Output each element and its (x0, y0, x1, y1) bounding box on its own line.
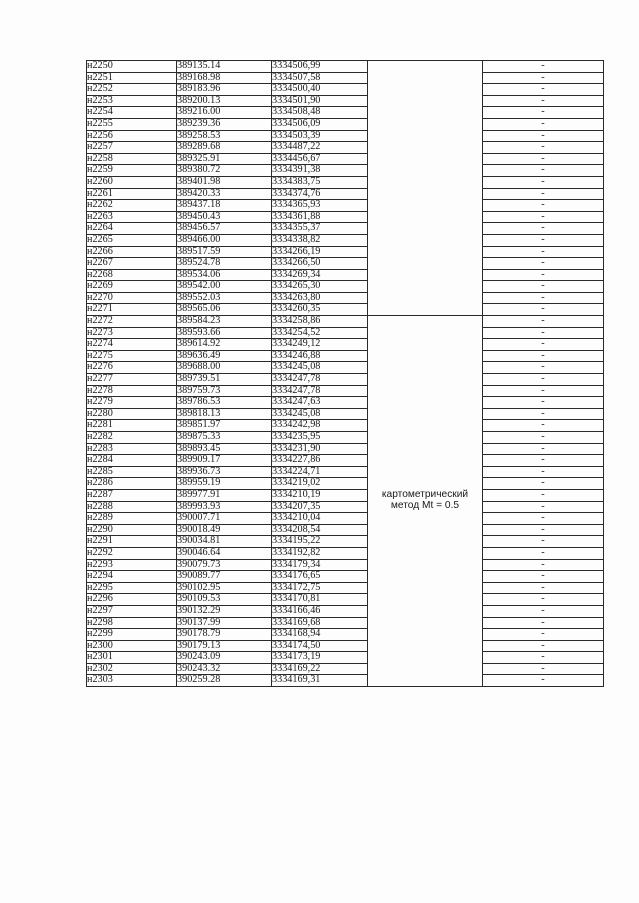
point-name-cell: н2260 (87, 176, 177, 188)
y-coordinate-cell: 3334170,81 (272, 594, 368, 606)
x-coordinate-cell: 389786.53 (177, 397, 272, 409)
table-row (87, 281, 604, 293)
point-name-cell: н2299 (87, 629, 177, 641)
deviation-cell: - (483, 571, 604, 583)
x-coordinate-cell: 390179.13 (177, 640, 272, 652)
deviation-cell: - (483, 513, 604, 525)
table-row (87, 559, 604, 571)
x-coordinate-cell: 390089.77 (177, 571, 272, 583)
y-coordinate-cell: 3334507,58 (272, 72, 368, 84)
deviation-cell: - (483, 420, 604, 432)
table-row (87, 640, 604, 652)
x-coordinate-cell: 389258.53 (177, 130, 272, 142)
x-coordinate-cell: 389936.73 (177, 466, 272, 478)
table-row (87, 316, 604, 328)
x-coordinate-cell: 389959.19 (177, 478, 272, 490)
point-name-cell: н2253 (87, 95, 177, 107)
x-coordinate-cell: 389636.49 (177, 350, 272, 362)
deviation-cell: - (483, 72, 604, 84)
table-row (87, 478, 604, 490)
deviation-cell: - (483, 316, 604, 328)
y-coordinate-cell: 3334179,34 (272, 559, 368, 571)
y-coordinate-cell: 3334219,02 (272, 478, 368, 490)
point-name-cell: н2292 (87, 547, 177, 559)
x-coordinate-cell: 389420.33 (177, 188, 272, 200)
deviation-cell: - (483, 594, 604, 606)
x-coordinate-cell: 390018.49 (177, 524, 272, 536)
table-row (87, 304, 604, 316)
deviation-cell: - (483, 95, 604, 107)
deviation-cell: - (483, 408, 604, 420)
x-coordinate-cell: 390243.32 (177, 663, 272, 675)
y-coordinate-cell: 3334338,82 (272, 234, 368, 246)
y-coordinate-cell: 3334365,93 (272, 200, 368, 212)
method-label-line1: картометрический (381, 489, 469, 501)
table-row (87, 339, 604, 351)
point-name-cell: н2264 (87, 223, 177, 235)
point-name-cell: н2256 (87, 130, 177, 142)
point-name-cell: н2278 (87, 385, 177, 397)
deviation-cell: - (483, 432, 604, 444)
point-name-cell: н2282 (87, 432, 177, 444)
table-row (87, 397, 604, 409)
point-name-cell: н2297 (87, 605, 177, 617)
table-row (87, 130, 604, 142)
deviation-cell: - (483, 501, 604, 513)
y-coordinate-cell: 3334176,65 (272, 571, 368, 583)
point-name-cell: н2283 (87, 443, 177, 455)
deviation-cell: - (483, 397, 604, 409)
method-label-line2: метод Mt = 0.5 (390, 500, 460, 512)
point-name-cell: н2296 (87, 594, 177, 606)
point-name-cell: н2252 (87, 84, 177, 96)
table-row (87, 107, 604, 119)
y-coordinate-cell: 3334210,04 (272, 513, 368, 525)
point-name-cell: н2286 (87, 478, 177, 490)
x-coordinate-cell: 389565.06 (177, 304, 272, 316)
deviation-cell: - (483, 455, 604, 467)
table-row (87, 420, 604, 432)
deviation-cell: - (483, 107, 604, 119)
point-name-cell: н2290 (87, 524, 177, 536)
point-name-cell: н2251 (87, 72, 177, 84)
deviation-cell: - (483, 640, 604, 652)
point-name-cell: н2258 (87, 153, 177, 165)
x-coordinate-cell: 389437.18 (177, 200, 272, 212)
point-name-cell: н2293 (87, 559, 177, 571)
deviation-cell: - (483, 281, 604, 293)
x-coordinate-cell: 390007.71 (177, 513, 272, 525)
y-coordinate-cell: 3334258,86 (272, 316, 368, 328)
deviation-cell: - (483, 211, 604, 223)
y-coordinate-cell: 3334254,52 (272, 327, 368, 339)
point-name-cell: н2254 (87, 107, 177, 119)
y-coordinate-cell: 3334207,35 (272, 501, 368, 513)
method-cell (368, 316, 483, 687)
x-coordinate-cell: 389759.73 (177, 385, 272, 397)
y-coordinate-cell: 3334503,39 (272, 130, 368, 142)
point-name-cell: н2274 (87, 339, 177, 351)
table-row (87, 84, 604, 96)
point-name-cell: н2269 (87, 281, 177, 293)
table-row (87, 524, 604, 536)
deviation-cell: - (483, 234, 604, 246)
table-row (87, 629, 604, 641)
table-row (87, 605, 604, 617)
deviation-cell: - (483, 652, 604, 664)
table-row (87, 675, 604, 687)
y-coordinate-cell: 3334269,34 (272, 269, 368, 281)
deviation-cell: - (483, 223, 604, 235)
table-row (87, 72, 604, 84)
table-row (87, 408, 604, 420)
x-coordinate-cell: 389380.72 (177, 165, 272, 177)
deviation-cell: - (483, 339, 604, 351)
point-name-cell: н2255 (87, 118, 177, 130)
x-coordinate-cell: 389739.51 (177, 374, 272, 386)
deviation-cell: - (483, 327, 604, 339)
y-coordinate-cell: 3334166,46 (272, 605, 368, 617)
table-row (87, 61, 604, 73)
y-coordinate-cell: 3334506,99 (272, 61, 368, 73)
table-row (87, 432, 604, 444)
point-name-cell: н2287 (87, 489, 177, 501)
y-coordinate-cell: 3334169,31 (272, 675, 368, 687)
point-name-cell: н2276 (87, 362, 177, 374)
x-coordinate-cell: 390178.79 (177, 629, 272, 641)
table-row (87, 188, 604, 200)
x-coordinate-cell: 389688.00 (177, 362, 272, 374)
table-row (87, 466, 604, 478)
coordinates-table (86, 60, 604, 687)
point-name-cell: н2281 (87, 420, 177, 432)
table-row (87, 165, 604, 177)
point-name-cell: н2288 (87, 501, 177, 513)
deviation-cell: - (483, 269, 604, 281)
y-coordinate-cell: 3334265,30 (272, 281, 368, 293)
y-coordinate-cell: 3334487,22 (272, 142, 368, 154)
x-coordinate-cell: 389893.45 (177, 443, 272, 455)
x-coordinate-cell: 390132.29 (177, 605, 272, 617)
point-name-cell: н2271 (87, 304, 177, 316)
table-row (87, 200, 604, 212)
y-coordinate-cell: 3334192,82 (272, 547, 368, 559)
table-row (87, 269, 604, 281)
y-coordinate-cell: 3334169,68 (272, 617, 368, 629)
y-coordinate-cell: 3334266,19 (272, 246, 368, 258)
table-row (87, 153, 604, 165)
x-coordinate-cell: 389593.66 (177, 327, 272, 339)
point-name-cell: н2268 (87, 269, 177, 281)
point-name-cell: н2300 (87, 640, 177, 652)
deviation-cell: - (483, 385, 604, 397)
y-coordinate-cell: 3334174,50 (272, 640, 368, 652)
y-coordinate-cell: 3334208,54 (272, 524, 368, 536)
y-coordinate-cell: 3334172,75 (272, 582, 368, 594)
deviation-cell: - (483, 165, 604, 177)
point-name-cell: н2294 (87, 571, 177, 583)
table-row (87, 513, 604, 525)
deviation-cell: - (483, 188, 604, 200)
point-name-cell: н2303 (87, 675, 177, 687)
x-coordinate-cell: 390137.99 (177, 617, 272, 629)
x-coordinate-cell: 389168.98 (177, 72, 272, 84)
y-coordinate-cell: 3334263,80 (272, 292, 368, 304)
point-name-cell: н2272 (87, 316, 177, 328)
y-coordinate-cell: 3334361,88 (272, 211, 368, 223)
x-coordinate-cell: 389325.91 (177, 153, 272, 165)
x-coordinate-cell: 389524.78 (177, 258, 272, 270)
table-row (87, 118, 604, 130)
deviation-cell: - (483, 478, 604, 490)
y-coordinate-cell: 3334210,19 (272, 489, 368, 501)
deviation-cell: - (483, 466, 604, 478)
table-row (87, 176, 604, 188)
table-row (87, 594, 604, 606)
deviation-cell: - (483, 559, 604, 571)
table-row (87, 455, 604, 467)
x-coordinate-cell: 390079.73 (177, 559, 272, 571)
x-coordinate-cell: 389552.03 (177, 292, 272, 304)
y-coordinate-cell: 3334246,88 (272, 350, 368, 362)
deviation-cell: - (483, 582, 604, 594)
point-name-cell: н2277 (87, 374, 177, 386)
x-coordinate-cell: 390034.81 (177, 536, 272, 548)
point-name-cell: н2270 (87, 292, 177, 304)
deviation-cell: - (483, 304, 604, 316)
x-coordinate-cell: 390102.95 (177, 582, 272, 594)
x-coordinate-cell: 389401.98 (177, 176, 272, 188)
table-row (87, 142, 604, 154)
deviation-cell: - (483, 61, 604, 73)
x-coordinate-cell: 390109.53 (177, 594, 272, 606)
coordinates-table-body (87, 61, 604, 687)
y-coordinate-cell: 3334249,12 (272, 339, 368, 351)
point-name-cell: н2302 (87, 663, 177, 675)
point-name-cell: н2289 (87, 513, 177, 525)
point-name-cell: н2265 (87, 234, 177, 246)
table-row (87, 95, 604, 107)
x-coordinate-cell: 389135.14 (177, 61, 272, 73)
point-name-cell: н2279 (87, 397, 177, 409)
table-row (87, 571, 604, 583)
y-coordinate-cell: 3334355,37 (272, 223, 368, 235)
table-row (87, 536, 604, 548)
point-name-cell: н2275 (87, 350, 177, 362)
table-row (87, 374, 604, 386)
deviation-cell: - (483, 246, 604, 258)
x-coordinate-cell: 389534.06 (177, 269, 272, 281)
x-coordinate-cell: 389456.57 (177, 223, 272, 235)
table-row (87, 443, 604, 455)
y-coordinate-cell: 3334245,08 (272, 362, 368, 374)
point-name-cell: н2280 (87, 408, 177, 420)
x-coordinate-cell: 389466.00 (177, 234, 272, 246)
point-name-cell: н2295 (87, 582, 177, 594)
deviation-cell: - (483, 663, 604, 675)
y-coordinate-cell: 3334224,71 (272, 466, 368, 478)
deviation-cell: - (483, 200, 604, 212)
table-row (87, 582, 604, 594)
table-row (87, 234, 604, 246)
point-name-cell: н2263 (87, 211, 177, 223)
point-name-cell: н2250 (87, 61, 177, 73)
x-coordinate-cell: 389977.91 (177, 489, 272, 501)
point-name-cell: н2298 (87, 617, 177, 629)
y-coordinate-cell: 3334235,95 (272, 432, 368, 444)
x-coordinate-cell: 389239.36 (177, 118, 272, 130)
deviation-cell: - (483, 362, 604, 374)
deviation-cell: - (483, 443, 604, 455)
deviation-cell: - (483, 675, 604, 687)
x-coordinate-cell: 390243.09 (177, 652, 272, 664)
y-coordinate-cell: 3334391,38 (272, 165, 368, 177)
table-row (87, 292, 604, 304)
y-coordinate-cell: 3334247,78 (272, 374, 368, 386)
x-coordinate-cell: 389517.59 (177, 246, 272, 258)
point-name-cell: н2266 (87, 246, 177, 258)
x-coordinate-cell: 389875.33 (177, 432, 272, 444)
x-coordinate-cell: 389909.17 (177, 455, 272, 467)
x-coordinate-cell: 389851.97 (177, 420, 272, 432)
deviation-cell: - (483, 84, 604, 96)
y-coordinate-cell: 3334195,22 (272, 536, 368, 548)
y-coordinate-cell: 3334500,40 (272, 84, 368, 96)
point-name-cell: н2291 (87, 536, 177, 548)
table-row (87, 327, 604, 339)
point-name-cell: н2285 (87, 466, 177, 478)
point-name-cell: н2259 (87, 165, 177, 177)
point-name-cell: н2273 (87, 327, 177, 339)
point-name-cell: н2257 (87, 142, 177, 154)
deviation-cell: - (483, 176, 604, 188)
y-coordinate-cell: 3334247,78 (272, 385, 368, 397)
y-coordinate-cell: 3334245,08 (272, 408, 368, 420)
deviation-cell: - (483, 374, 604, 386)
x-coordinate-cell: 389289.68 (177, 142, 272, 154)
deviation-cell: - (483, 118, 604, 130)
table-row (87, 350, 604, 362)
deviation-cell: - (483, 536, 604, 548)
table-row (87, 652, 604, 664)
deviation-cell: - (483, 605, 604, 617)
table-row (87, 223, 604, 235)
y-coordinate-cell: 3334456,67 (272, 153, 368, 165)
x-coordinate-cell: 389183.96 (177, 84, 272, 96)
deviation-cell: - (483, 629, 604, 641)
point-name-cell: н2261 (87, 188, 177, 200)
deviation-cell: - (483, 617, 604, 629)
table-row (87, 617, 604, 629)
x-coordinate-cell: 389542.00 (177, 281, 272, 293)
y-coordinate-cell: 3334383,75 (272, 176, 368, 188)
table-row (87, 258, 604, 270)
table-row (87, 663, 604, 675)
table-row (87, 385, 604, 397)
y-coordinate-cell: 3334374,76 (272, 188, 368, 200)
table-row (87, 246, 604, 258)
table-row (87, 501, 604, 513)
y-coordinate-cell: 3334247,63 (272, 397, 368, 409)
y-coordinate-cell: 3334173,19 (272, 652, 368, 664)
x-coordinate-cell: 390046.64 (177, 547, 272, 559)
x-coordinate-cell: 389614.92 (177, 339, 272, 351)
x-coordinate-cell: 389584.23 (177, 316, 272, 328)
point-name-cell: н2301 (87, 652, 177, 664)
y-coordinate-cell: 3334260,35 (272, 304, 368, 316)
y-coordinate-cell: 3334227,86 (272, 455, 368, 467)
table-row (87, 362, 604, 374)
y-coordinate-cell: 3334242,98 (272, 420, 368, 432)
deviation-cell: - (483, 350, 604, 362)
deviation-cell: - (483, 258, 604, 270)
deviation-cell: - (483, 547, 604, 559)
y-coordinate-cell: 3334501,90 (272, 95, 368, 107)
x-coordinate-cell: 389450.43 (177, 211, 272, 223)
y-coordinate-cell: 3334506,09 (272, 118, 368, 130)
x-coordinate-cell: 389818.13 (177, 408, 272, 420)
x-coordinate-cell: 389216.00 (177, 107, 272, 119)
deviation-cell: - (483, 489, 604, 501)
deviation-cell: - (483, 292, 604, 304)
y-coordinate-cell: 3334266,50 (272, 258, 368, 270)
y-coordinate-cell: 3334169,22 (272, 663, 368, 675)
deviation-cell: - (483, 142, 604, 154)
y-coordinate-cell: 3334231,90 (272, 443, 368, 455)
table-row (87, 211, 604, 223)
y-coordinate-cell: 3334508,48 (272, 107, 368, 119)
point-name-cell: н2284 (87, 455, 177, 467)
point-name-cell: н2262 (87, 200, 177, 212)
x-coordinate-cell: 390259.28 (177, 675, 272, 687)
point-name-cell: н2267 (87, 258, 177, 270)
method-cell-empty (368, 61, 483, 316)
table-row (87, 547, 604, 559)
x-coordinate-cell: 389993.93 (177, 501, 272, 513)
deviation-cell: - (483, 524, 604, 536)
deviation-cell: - (483, 153, 604, 165)
x-coordinate-cell: 389200.13 (177, 95, 272, 107)
table-row (87, 489, 604, 501)
deviation-cell: - (483, 130, 604, 142)
y-coordinate-cell: 3334168,94 (272, 629, 368, 641)
